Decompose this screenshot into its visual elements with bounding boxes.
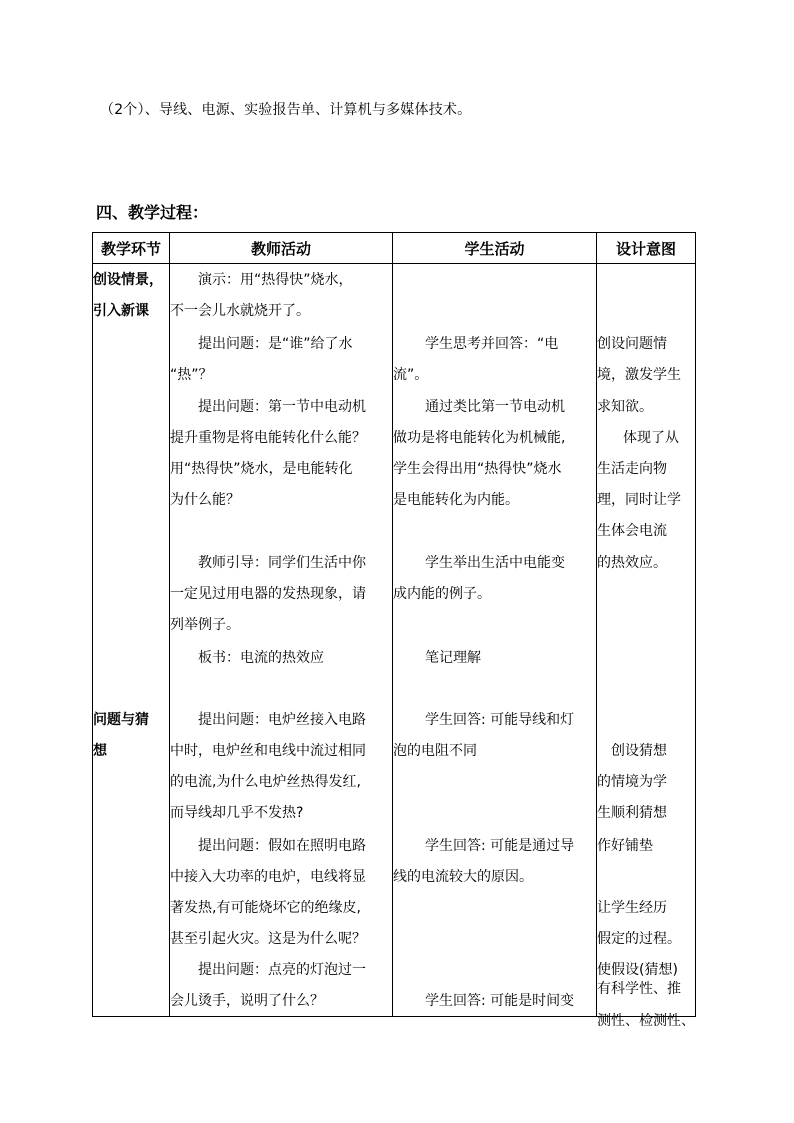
teacher-line: 著发热,有可能烧坏它的绝缘皮, (170, 900, 361, 916)
student-line: 成内能的例子。 (393, 586, 491, 602)
teacher-line: 演示：用“热得快”烧水， (198, 272, 353, 288)
design-line: 生顺利猜想 (597, 805, 667, 821)
design-line: 求知欲。 (597, 399, 653, 415)
student-activity-cell (393, 264, 597, 1017)
design-intent-cell (597, 264, 696, 1029)
design-line: 使假设(猜想) (597, 962, 678, 978)
teacher-line: 的电流,为什么电炉丝热得发红, (170, 774, 361, 790)
teacher-line: 提出问题：第一节中电动机 (198, 399, 366, 415)
student-line: 学生会得出用“热得快”烧水 (393, 461, 562, 477)
teacher-line: 中时，电炉丝和电线中流过相同 (170, 743, 366, 759)
student-line: 学生思考并回答：“电 (425, 336, 559, 352)
teacher-line: 而导线却几乎不发热? (170, 805, 304, 821)
design-line: 生活走向物 (597, 461, 667, 477)
student-line: 学生回答: 可能导线和灯 (425, 712, 575, 728)
teacher-line: 列举例子。 (170, 617, 240, 633)
design-line: 创设问题情 (597, 336, 667, 352)
teacher-line: 会儿烫手，说明了什么？ (170, 993, 324, 1009)
stage-cell (93, 264, 170, 1017)
student-line: 是电能转化为内能。 (393, 492, 519, 508)
design-line: 理，同时让学 (597, 492, 681, 508)
teacher-line: 为什么能？ (170, 492, 240, 508)
teaching-process-table (92, 232, 696, 1029)
design-line: 假定的过程。 (597, 931, 681, 947)
stage-line: 想 (93, 743, 107, 759)
student-line: 流”。 (393, 367, 429, 383)
student-line: 做功是将电能转化为机械能, (393, 430, 566, 446)
teacher-line: 一定见过用电器的发热现象，请 (170, 586, 366, 602)
student-line: 线的电流较大的原因。 (393, 869, 533, 885)
table-header-row (93, 233, 696, 264)
student-line: 学生回答: 可能是通过导 (425, 838, 575, 854)
teacher-line: 提出问题：电炉丝接入电路 (198, 712, 366, 728)
design-line: 有科学性、推 (597, 981, 681, 997)
teacher-line: 提出问题：点亮的灯泡过一 (198, 962, 366, 978)
teacher-line: 中接入大功率的电炉，电线将显 (170, 869, 366, 885)
student-line: 泡的电阻不同 (393, 743, 477, 759)
section-heading: 四、教学过程： (96, 203, 209, 222)
stage-line: 引入新课 (93, 303, 149, 319)
design-line: 的情境为学 (597, 774, 667, 790)
header-teacher-activity: 教师活动 (170, 233, 393, 264)
design-line: 境，激发学生 (597, 367, 681, 383)
design-line: 生体会电流 (597, 523, 667, 539)
teacher-line: 提出问题：假如在照明电路 (198, 838, 366, 854)
teacher-line: 不一会儿水就烧开了。 (170, 303, 310, 319)
header-student-activity: 学生活动 (393, 233, 597, 264)
stage-line: 问题与猜 (93, 712, 149, 728)
design-line: 的热效应。 (597, 555, 667, 571)
student-line: 笔记理解 (425, 650, 481, 666)
student-line: 学生举出生活中电能变 (425, 555, 565, 571)
design-line: 体现了从 (623, 430, 679, 446)
student-line: 学生回答: 可能是时间变 (425, 993, 575, 1009)
header-design-intent: 设计意图 (597, 233, 696, 264)
stage-line: 创设情景， (93, 272, 163, 288)
design-line: 测性、检测性、 (597, 1013, 695, 1029)
teacher-activity-cell (170, 264, 393, 1017)
teacher-line: “热”？ (170, 367, 213, 383)
table-row (93, 264, 696, 1017)
teacher-line: 板书：电流的热效应 (198, 650, 324, 666)
teacher-line: 教师引导：同学们生活中你 (198, 555, 366, 571)
intro-line: （2个）、导线、电源、实验报告单、计算机与多媒体技术。 (100, 102, 472, 118)
teacher-line: 提升重物是将电能转化什么能？ (170, 430, 366, 446)
student-line: 通过类比第一节电动机 (425, 399, 565, 415)
teacher-line: 提出问题：是“谁”给了水 (198, 336, 353, 352)
design-line: 创设猜想 (611, 743, 667, 759)
design-line: 作好铺垫 (597, 838, 653, 854)
design-line: 让学生经历 (597, 900, 667, 916)
teacher-line: 用“热得快”烧水，是电能转化 (170, 461, 353, 477)
header-stage: 教学环节 (93, 233, 170, 264)
teacher-line: 甚至引起火灾。这是为什么呢？ (170, 931, 366, 947)
